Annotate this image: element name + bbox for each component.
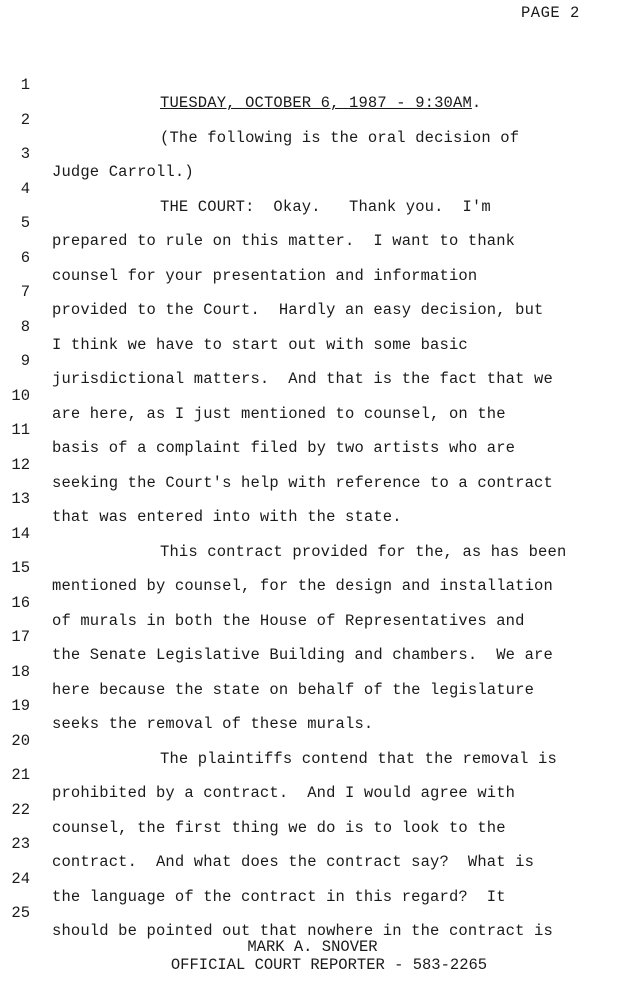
transcript-line	[0, 231, 630, 285]
reporter-title: OFFICIAL COURT REPORTER - 583-2265	[170, 956, 488, 974]
line-text: provided to the Court. Hardly an easy decision, but	[52, 301, 544, 319]
transcript-line	[0, 58, 630, 112]
line-number: 3	[20, 145, 30, 163]
line-text: of murals in both the House of Representatives and	[52, 611, 525, 630]
line-text: I think we have to start out with some basic	[52, 335, 468, 354]
transcript-line	[0, 748, 630, 802]
line-text: prepared to rule on this matter. I want to thank	[52, 232, 516, 250]
transcript-line	[0, 679, 630, 733]
line-text: This contract provided for the, as has been	[160, 542, 567, 561]
line-number: 13	[11, 490, 30, 508]
line-number: 25	[11, 904, 30, 922]
line-number: 8	[20, 317, 30, 336]
line-number: 15	[11, 559, 30, 577]
transcript-line	[0, 886, 630, 940]
transcript-line	[0, 714, 630, 768]
line-number: 23	[11, 835, 30, 853]
line-number: 9	[20, 352, 30, 370]
line-text: prohibited by a contract. And I would agree with	[52, 784, 516, 802]
line-text: counsel, the first thing we do is to look to the	[52, 818, 506, 837]
line-text: here because the state on behalf of the legislature	[52, 680, 535, 699]
line-text: contract. And what does the contract say? What is	[52, 853, 535, 871]
line-number: 14	[11, 524, 30, 543]
transcript-line	[0, 127, 630, 181]
transcript-line	[0, 610, 630, 664]
transcript-line	[0, 265, 630, 319]
transcript-line	[0, 196, 630, 250]
line-number: 10	[11, 386, 30, 405]
line-number: 11	[11, 421, 30, 439]
line-text: Judge Carroll.)	[52, 163, 194, 181]
line-number: 22	[11, 800, 30, 819]
line-text: are here, as I just mentioned to counsel, on the	[52, 404, 506, 423]
transcript-line	[0, 403, 630, 457]
transcript-line	[0, 541, 630, 595]
line-number: 1	[20, 76, 30, 94]
line-text: counsel for your presentation and information	[52, 266, 478, 285]
line-text: (The following is the oral decision of	[160, 128, 520, 147]
transcript-line	[0, 300, 630, 354]
line-number: 17	[11, 628, 30, 646]
line-text: THE COURT: Okay. Thank you. I'm	[160, 197, 491, 216]
line-number: 20	[11, 731, 30, 750]
session-heading-period: .	[471, 94, 482, 112]
transcript-line	[0, 472, 630, 526]
line-number: 21	[11, 766, 30, 784]
line-text: that was entered into with the state.	[52, 508, 402, 526]
line-number: 2	[20, 110, 30, 129]
line-number: 18	[11, 662, 30, 681]
transcript-line	[0, 817, 630, 871]
transcript-body	[0, 58, 630, 940]
line-number: 16	[11, 593, 30, 612]
transcript-line	[0, 162, 630, 216]
line-number: 19	[11, 697, 30, 715]
transcript-line	[0, 852, 630, 906]
line-number: 24	[11, 869, 30, 888]
transcript-line	[0, 93, 630, 147]
page-number: PAGE 2	[521, 4, 580, 22]
line-number: 4	[20, 179, 30, 198]
transcript-line	[0, 645, 630, 699]
line-number: 12	[11, 455, 30, 474]
transcript-line	[0, 438, 630, 492]
reporter-name: MARK A. SNOVER	[247, 938, 378, 956]
transcript-line	[0, 576, 630, 630]
line-text: should be pointed out that nowhere in the contract is	[52, 922, 553, 940]
transcript-line	[0, 334, 630, 388]
session-heading: TUESDAY, OCTOBER 6, 1987 - 9:30AM	[160, 94, 472, 112]
line-text: the language of the contract in this regard? It	[52, 887, 506, 906]
line-text: jurisdictional matters. And that is the fact that we	[52, 370, 553, 388]
transcript-line	[0, 369, 630, 423]
line-text: the Senate Legislative Building and chambers. We are	[52, 646, 553, 664]
reporter-footer	[0, 938, 630, 974]
line-text: mentioned by counsel, for the design and installation	[52, 577, 553, 595]
transcript-line	[0, 783, 630, 837]
line-text: The plaintiffs contend that the removal is	[160, 749, 557, 768]
line-number: 7	[20, 283, 30, 301]
transcript-line	[0, 507, 630, 561]
line-text: seeking the Court's help with reference to a contract	[52, 473, 553, 492]
line-number: 6	[20, 248, 30, 267]
line-text: basis of a complaint filed by two artists who are	[52, 439, 516, 457]
line-text: seeks the removal of these murals.	[52, 715, 374, 733]
line-number: 5	[20, 214, 30, 232]
